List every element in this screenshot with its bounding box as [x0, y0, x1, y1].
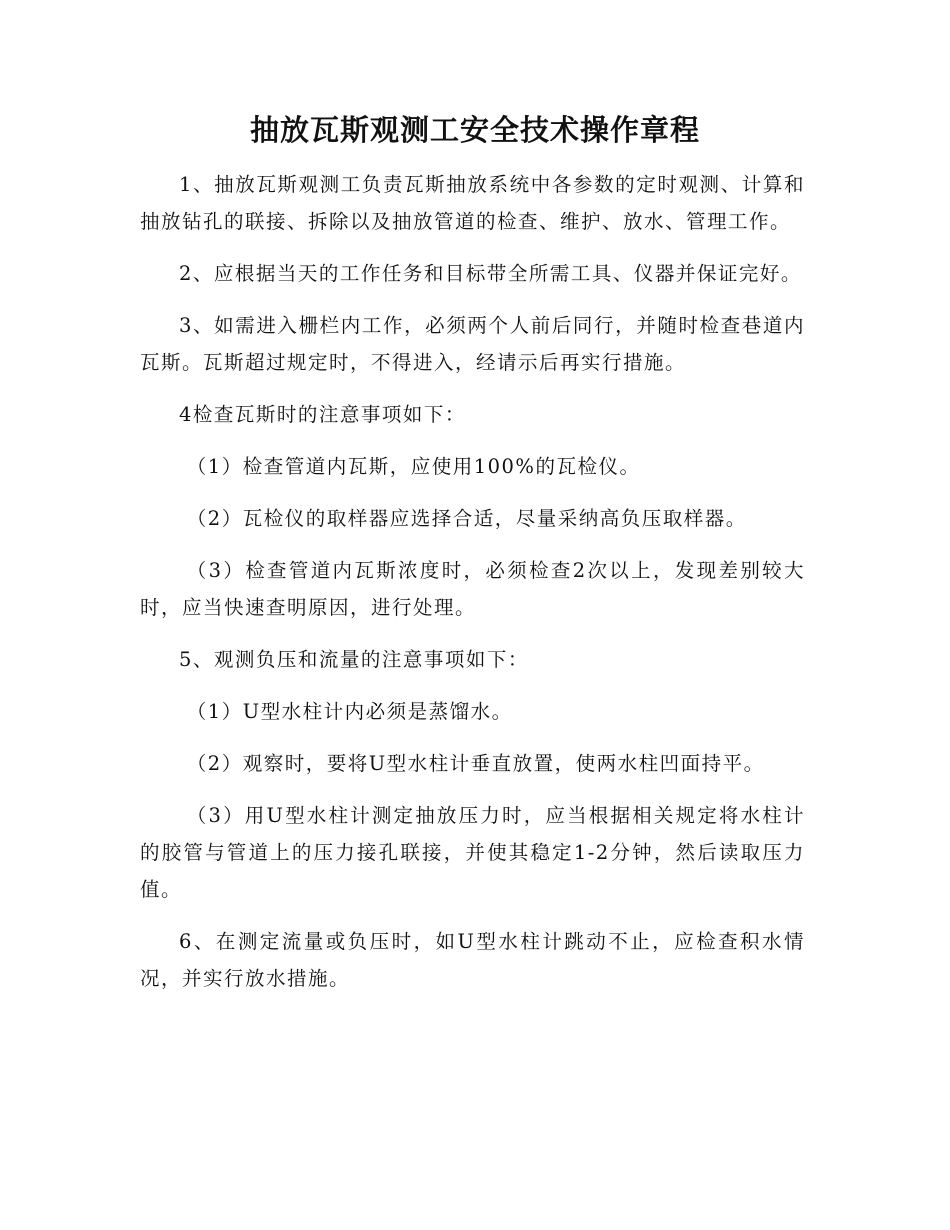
paragraph-5-item-3: （3）用U型水柱计测定抽放压力时，应当根据相关规定将水柱计的胶管与管道上的压力接孔联接，并使其稳定1-2分钟，然后读取压力值。 — [140, 804, 805, 901]
paragraph-4-item-2: （2）瓦检仪的取样器应选择合适，尽量采纳高负压取样器。 — [186, 507, 747, 530]
document-title: 抽放瓦斯观测工安全技术操作章程 — [249, 113, 700, 147]
paragraph-6: 6、在测定流量或负压时，如U型水柱计跳动不止，应检查积水情况，并实行放水措施。 — [140, 930, 805, 990]
paragraph-5-item-1: （1）U型水柱计内必须是蒸馏水。 — [186, 700, 513, 723]
paragraph-5-item-2: （2）观察时，要将U型水柱计垂直放置，使两水柱凹面持平。 — [186, 752, 765, 775]
paragraph-4-heading: 4检查瓦斯时的注意事项如下： — [179, 403, 466, 426]
paragraph-5-heading: 5、观测负压和流量的注意事项如下： — [179, 648, 529, 671]
document-body — [140, 166, 805, 1012]
paragraph-4-item-1: （1）检查管道内瓦斯，应使用100%的瓦检仪。 — [186, 455, 641, 478]
paragraph-1: 1、抽放瓦斯观测工负责瓦斯抽放系统中各参数的定时观测、计算和抽放钻孔的联接、拆除以及抽放管道的检查、维护、放水、管理工作。 — [140, 173, 805, 233]
paragraph-2: 2、应根据当天的工作任务和目标带全所需工具、仪器并保证完好。 — [179, 262, 802, 285]
paragraph-4-item-3: （3）检查管道内瓦斯浓度时，必须检查2次以上，发现差别较大时，应当快速查明原因，进行处理。 — [140, 559, 805, 619]
paragraph-3: 3、如需进入栅栏内工作，必须两个人前后同行，并随时检查巷道内瓦斯。瓦斯超过规定时，不得进入，经请示后再实行措施。 — [140, 314, 805, 374]
